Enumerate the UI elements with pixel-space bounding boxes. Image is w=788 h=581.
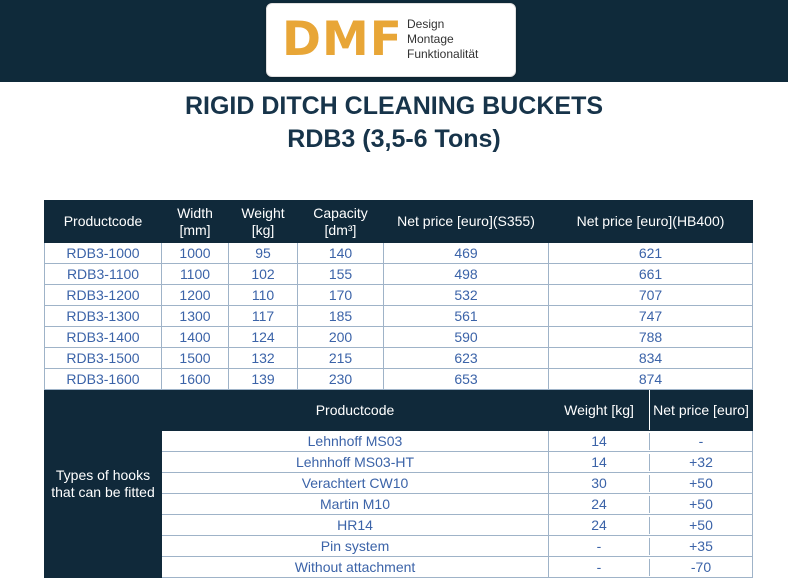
hook-values: [549, 431, 753, 452]
logo-mark: DMF: [282, 12, 403, 67]
hook-weight: 24: [549, 496, 650, 513]
cell-price-hb400: 788: [549, 327, 753, 348]
hook-price: -70: [690, 558, 712, 575]
hook-weight: 24: [549, 517, 650, 534]
table-row: [45, 285, 753, 306]
hook-values: [549, 494, 753, 515]
cell-price-s355: 623: [384, 348, 549, 369]
cell-capacity: 200: [298, 327, 384, 348]
cell-capacity: 230: [298, 369, 384, 390]
cell-price-s355: 469: [384, 243, 549, 264]
hook-price: +50: [689, 516, 713, 533]
hook-weight: 14: [549, 454, 650, 471]
cell-price-hb400: 707: [549, 285, 753, 306]
hook-price: +32: [689, 453, 713, 470]
hook-values: [549, 452, 753, 473]
cell-capacity: 215: [298, 348, 384, 369]
hook-values: [549, 557, 753, 578]
table-row: [45, 327, 753, 348]
hook-weight: -: [549, 538, 650, 555]
hook-values: [549, 473, 753, 494]
table-row: [45, 243, 753, 264]
hook-productcode: Pin system: [162, 536, 549, 557]
hooks-header-row: [45, 390, 753, 431]
logo-line-montage: Montage: [407, 32, 454, 46]
cell-price-hb400: 874: [549, 369, 753, 390]
cell-productcode: RDB3-1400: [45, 327, 162, 348]
cell-price-hb400: 621: [549, 243, 753, 264]
page-title: RIGID DITCH CLEANING BUCKETS: [184, 92, 604, 120]
cell-productcode: RDB3-1200: [45, 285, 162, 306]
cell-width: 1000: [162, 243, 229, 264]
hook-productcode: Lehnhoff MS03: [162, 431, 549, 452]
table-row: [45, 369, 753, 390]
cell-productcode: RDB3-1300: [45, 306, 162, 327]
hook-weight: 30: [549, 475, 650, 492]
cell-weight: 95: [229, 243, 298, 264]
hook-price: +50: [689, 474, 713, 491]
cell-weight: 139: [229, 369, 298, 390]
col-header-productcode: Productcode: [45, 201, 162, 243]
hook-productcode: Martin M10: [162, 494, 549, 515]
hooks-side-label: Types of hooks that can be fitted: [45, 390, 162, 578]
table-header-row: [45, 201, 753, 243]
logo-tagline: [407, 17, 478, 62]
hook-values: [549, 515, 753, 536]
table-row: [45, 264, 753, 285]
hook-productcode: Verachtert CW10: [162, 473, 549, 494]
cell-weight: 124: [229, 327, 298, 348]
hook-productcode: Without attachment: [162, 557, 549, 578]
hook-price: +35: [689, 537, 713, 554]
cell-price-hb400: 747: [549, 306, 753, 327]
table-row: [45, 306, 753, 327]
cell-weight: 117: [229, 306, 298, 327]
cell-capacity: 185: [298, 306, 384, 327]
cell-price-s355: 590: [384, 327, 549, 348]
cell-price-hb400: 661: [549, 264, 753, 285]
cell-price-s355: 561: [384, 306, 549, 327]
hook-price: +50: [689, 495, 713, 512]
hook-values: [549, 536, 753, 557]
cell-weight: 110: [229, 285, 298, 306]
col-header-capacity: Capacity [dm³]: [298, 201, 384, 243]
cell-width: 1600: [162, 369, 229, 390]
header-band: [0, 0, 788, 82]
col-header-weight: Weight [kg]: [229, 201, 298, 243]
cell-price-s355: 498: [384, 264, 549, 285]
cell-weight: 132: [229, 348, 298, 369]
col-header-width: Width [mm]: [162, 201, 229, 243]
cell-width: 1400: [162, 327, 229, 348]
cell-width: 1200: [162, 285, 229, 306]
cell-productcode: RDB3-1500: [45, 348, 162, 369]
dmf-logo: [266, 3, 516, 77]
cell-width: 1300: [162, 306, 229, 327]
col-header-price-hb400: Net price [euro](HB400): [549, 201, 753, 243]
cell-capacity: 155: [298, 264, 384, 285]
hook-productcode: Lehnhoff MS03-HT: [162, 452, 549, 473]
cell-price-hb400: 834: [549, 348, 753, 369]
cell-productcode: RDB3-1100: [45, 264, 162, 285]
hooks-header-split: [549, 390, 753, 431]
logo-line-funktionalitaet: Funktionalität: [407, 47, 479, 61]
cell-width: 1100: [162, 264, 229, 285]
hook-weight: -: [549, 559, 650, 576]
cell-price-s355: 653: [384, 369, 549, 390]
cell-price-s355: 532: [384, 285, 549, 306]
cell-capacity: 140: [298, 243, 384, 264]
hooks-header-productcode: Productcode: [162, 390, 549, 431]
table-row: [45, 348, 753, 369]
hook-weight: 14: [549, 433, 650, 450]
hook-productcode: HR14: [162, 515, 549, 536]
page-subtitle: RDB3 (3,5-6 Tons): [287, 125, 501, 153]
bucket-price-table: [44, 200, 753, 578]
cell-productcode: RDB3-1600: [45, 369, 162, 390]
cell-weight: 102: [229, 264, 298, 285]
col-header-price-s355: Net price [euro](S355): [384, 201, 549, 243]
cell-width: 1500: [162, 348, 229, 369]
cell-capacity: 170: [298, 285, 384, 306]
hooks-header-weight: Weight [kg]: [549, 390, 650, 430]
logo-line-design: Design: [407, 17, 445, 31]
hook-price: -: [698, 432, 704, 449]
hooks-header-price: Net price [euro]: [653, 401, 749, 418]
cell-productcode: RDB3-1000: [45, 243, 162, 264]
